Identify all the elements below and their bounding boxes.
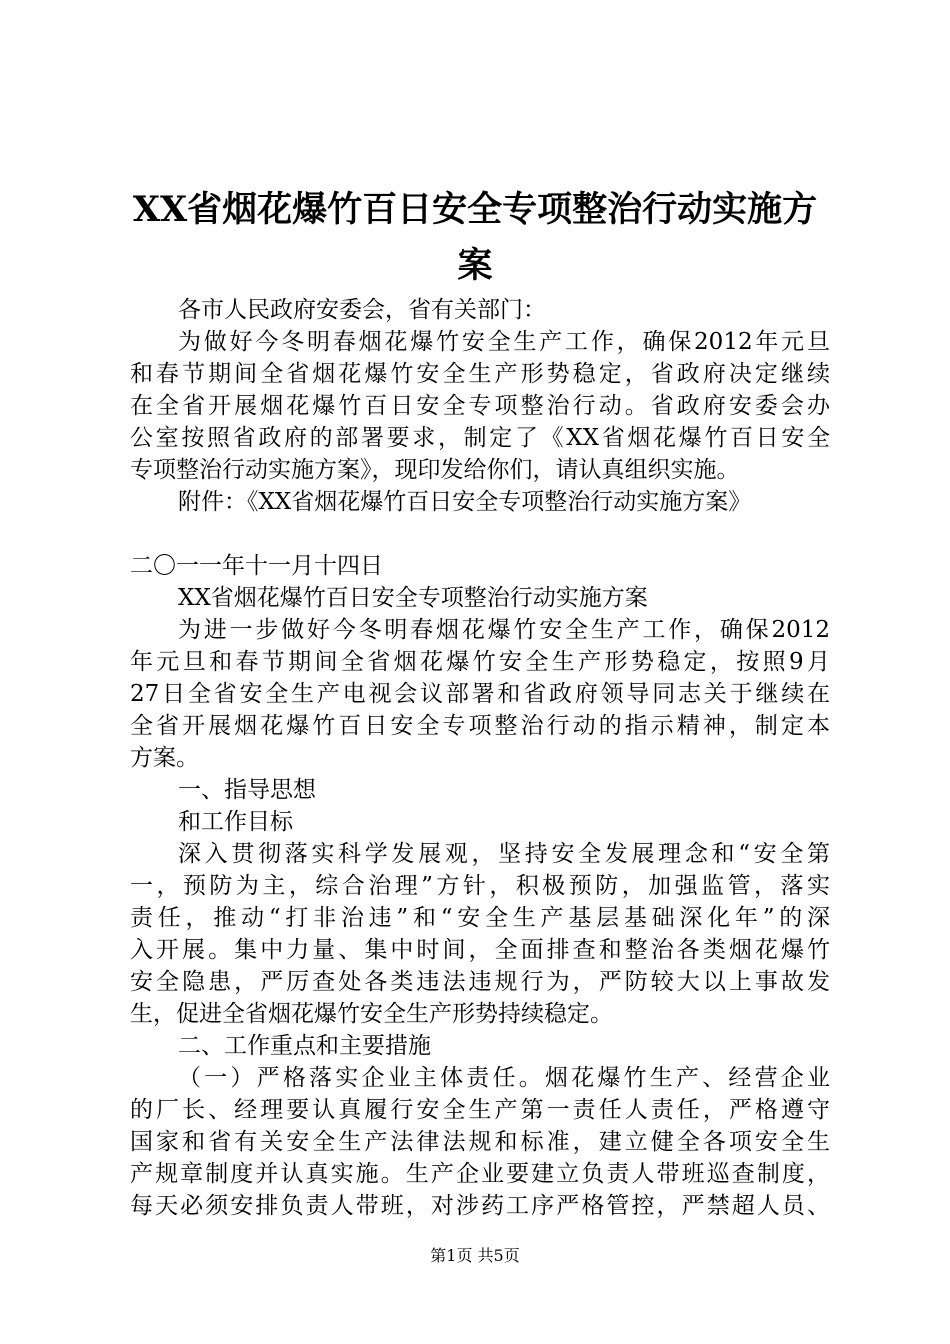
addressee-line: 各市人民政府安委会，省有关部门： [178, 297, 546, 323]
document-title-line-2: 案 [457, 245, 493, 286]
section-2-paragraph-line: 的厂长、经理要认真履行安全生产第一责任人责任，严格遵守 [130, 1097, 830, 1123]
notice-paragraph-line: 公室按照省政府的部署要求，制定了《XX省烟花爆竹百日安全 [130, 425, 830, 451]
notice-paragraph-line: 在全省开展烟花爆竹百日安全专项整治行动。省政府安委会办 [130, 393, 830, 419]
document-body [130, 294, 830, 1222]
notice-paragraph-line: 为做好今冬明春烟花爆竹安全生产工作，确保2012年元旦 [178, 329, 830, 355]
section-2-paragraph-line: 国家和省有关安全生产法律法规和标准，建立健全各项安全生 [130, 1129, 830, 1155]
section-heading-2: 二、工作重点和主要措施 [178, 1033, 431, 1059]
plan-title-line: XX省烟花爆竹百日安全专项整治行动实施方案 [178, 585, 648, 611]
section-2-paragraph-line: 每天必须安排负责人带班，对涉药工序严格管控，严禁超人员、 [130, 1193, 830, 1219]
notice-paragraph-line: 专项整治行动实施方案》，现印发给你们，请认真组织实施。 [130, 457, 740, 483]
section-heading-1-continued: 和工作目标 [178, 809, 293, 835]
section-1-paragraph-line: 安全隐患，严厉查处各类违法违规行为，严防较大以上事故发 [130, 969, 830, 995]
intro-paragraph-line: 为进一步做好今冬明春烟花爆竹安全生产工作，确保2012 [178, 617, 830, 643]
section-heading-1: 一、指导思想 [178, 777, 316, 803]
document-title-line-1: XX省烟花爆竹百日安全专项整治行动实施方 [132, 189, 818, 230]
intro-paragraph-line: 27日全省安全生产电视会议部署和省政府领导同志关于继续在 [130, 681, 830, 707]
section-1-paragraph-line: 入开展。集中力量、集中时间，全面排查和整治各类烟花爆竹 [130, 937, 830, 963]
intro-paragraph-line: 方案。 [130, 745, 199, 771]
section-2-paragraph-line: 产规章制度并认真实施。生产企业要建立负责人带班巡查制度， [130, 1161, 830, 1187]
attachment-line: 附件：《XX省烟花爆竹百日安全专项整治行动实施方案》 [178, 489, 752, 515]
section-1-paragraph-line: 一，预防为主，综合治理”方针，积极预防，加强监管，落实 [130, 873, 830, 899]
date-line: 二〇一一年十一月十四日 [130, 553, 383, 579]
intro-paragraph-line: 年元旦和春节期间全省烟花爆竹安全生产形势稳定，按照9月 [130, 649, 830, 675]
intro-paragraph-line: 全省开展烟花爆竹百日安全专项整治行动的指示精神，制定本 [130, 713, 830, 739]
section-1-paragraph-line: 生，促进全省烟花爆竹安全生产形势持续稳定。 [130, 1001, 613, 1027]
section-2-paragraph-line: （一）严格落实企业主体责任。烟花爆竹生产、经营企业 [178, 1065, 830, 1091]
section-1-paragraph-line: 深入贯彻落实科学发展观，坚持安全发展理念和“安全第 [178, 841, 830, 867]
blank-line [130, 518, 830, 550]
section-1-paragraph-line: 责任，推动“打非治违”和“安全生产基层基础深化年”的深 [130, 905, 830, 931]
page-footer: 第1页 共5页 [430, 1246, 520, 1265]
notice-paragraph-line: 和春节期间全省烟花爆竹安全生产形势稳定，省政府决定继续 [130, 361, 830, 387]
